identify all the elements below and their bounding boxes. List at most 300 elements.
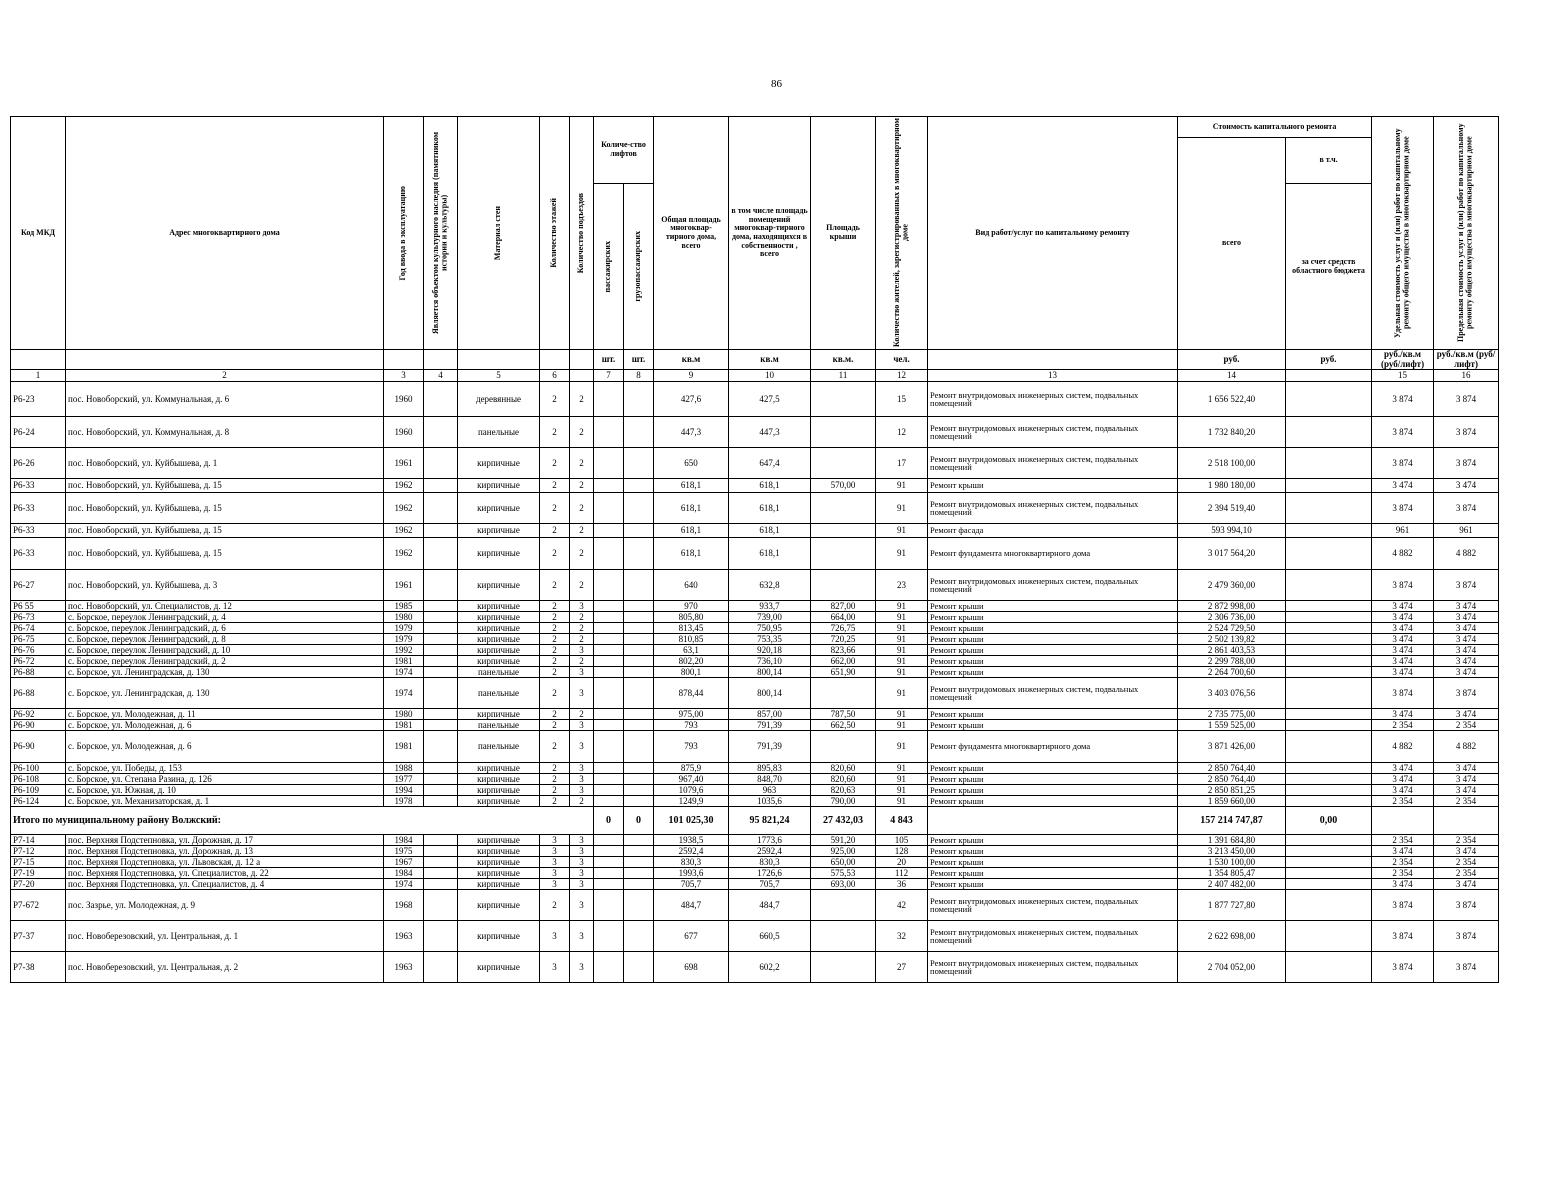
cell-lc	[624, 796, 654, 807]
cell-year: 1963	[384, 952, 424, 983]
cell-code: Р6-90	[11, 720, 66, 731]
cell-code: Р6-33	[11, 479, 66, 493]
header-floors: Количество этажей	[540, 117, 570, 350]
cell-lp	[594, 479, 624, 493]
cell-roof-area: 787,50	[811, 709, 876, 720]
header-max-cost: Предельная стоимость услуг и (или) работ по капитальному ремонту общего имущества в многоквартирном доме	[1434, 117, 1499, 350]
cell-heritage	[424, 656, 458, 667]
cell-year: 1974	[384, 879, 424, 890]
cell-heritage	[424, 952, 458, 983]
cell-work: Ремонт внутридомовых инженерных систем, подвальных помещений	[928, 417, 1178, 448]
cell-floors: 2	[540, 785, 570, 796]
cell-roof-area: 693,00	[811, 879, 876, 890]
cell-regional	[1286, 785, 1372, 796]
cell-residents: 91	[876, 720, 928, 731]
cell-total-area: 63,1	[654, 645, 729, 656]
cell-work: Ремонт крыши	[928, 774, 1178, 785]
cell-wall: кирпичные	[458, 846, 540, 857]
cell-work: Ремонт крыши	[928, 763, 1178, 774]
cell-address: пос. Новоборский, ул. Специалистов, д. 12	[66, 601, 384, 612]
cell-floors: 2	[540, 709, 570, 720]
cell-total-area: 1079,6	[654, 785, 729, 796]
cell-lp	[594, 720, 624, 731]
cell-total-area: 618,1	[654, 493, 729, 524]
table-row	[11, 857, 1539, 868]
cell-wall: деревянные	[458, 382, 540, 417]
cell-lp	[594, 448, 624, 479]
cell-roof-area	[811, 570, 876, 601]
cell-lp	[594, 656, 624, 667]
cell-residents: 91	[876, 645, 928, 656]
cell-wall: кирпичные	[458, 921, 540, 952]
cell-wall: кирпичные	[458, 612, 540, 623]
cell-total-area: 650	[654, 448, 729, 479]
cell-owned-area: 933,7	[729, 601, 811, 612]
cell-unit: 3 474	[1372, 846, 1434, 857]
cell-entrances: 3	[570, 952, 594, 983]
cell-lp	[594, 879, 624, 890]
cell-lc	[624, 623, 654, 634]
cell-residents: 91	[876, 678, 928, 709]
cell-floors: 3	[540, 835, 570, 846]
cell-entrances: 3	[570, 921, 594, 952]
cell-year: 1979	[384, 623, 424, 634]
table-row	[11, 731, 1539, 763]
cell-work: Ремонт фундамента многоквартирного дома	[928, 731, 1178, 763]
cell-code: Р7-672	[11, 890, 66, 921]
cell-floors: 2	[540, 601, 570, 612]
cell-heritage	[424, 879, 458, 890]
cell-max: 3 474	[1434, 763, 1499, 774]
cell-floors: 2	[540, 763, 570, 774]
cell-cost: 3 017 564,20	[1178, 538, 1286, 570]
cell-unit: 3 474	[1372, 709, 1434, 720]
cell-heritage	[424, 774, 458, 785]
cell-lc	[624, 890, 654, 921]
cell-residents: 112	[876, 868, 928, 879]
cell-code: Р6-109	[11, 785, 66, 796]
cell-residents: 17	[876, 448, 928, 479]
cell-owned-area: 647,4	[729, 448, 811, 479]
cell-roof-area: 570,00	[811, 479, 876, 493]
cell-regional	[1286, 835, 1372, 846]
cell-roof-area: 726,75	[811, 623, 876, 634]
cell-owned-area: 427,5	[729, 382, 811, 417]
cell-roof-area: 664,00	[811, 612, 876, 623]
cell-floors: 2	[540, 524, 570, 538]
cell-unit: 3 874	[1372, 952, 1434, 983]
cell-max: 3 874	[1434, 448, 1499, 479]
cell-cost: 2 524 729,50	[1178, 623, 1286, 634]
cell-floors: 2	[540, 774, 570, 785]
cell-residents: 42	[876, 890, 928, 921]
cell-regional	[1286, 612, 1372, 623]
cell-entrances: 3	[570, 678, 594, 709]
cell-year: 1977	[384, 774, 424, 785]
cell-owned-area: 791,39	[729, 731, 811, 763]
cell-work: Ремонт крыши	[928, 601, 1178, 612]
cell-wall: кирпичные	[458, 601, 540, 612]
header-cost-regional: за счет средств областного бюджета	[1286, 184, 1372, 350]
cell-cost: 1 877 727,80	[1178, 890, 1286, 921]
cell-heritage	[424, 634, 458, 645]
cell-max: 3 474	[1434, 601, 1499, 612]
cell-floors: 2	[540, 720, 570, 731]
cell-code: Р6-24	[11, 417, 66, 448]
cell-address: пос. Верхняя Подстепновка, ул. Специалистов, д. 22	[66, 868, 384, 879]
cell-unit: 2 354	[1372, 720, 1434, 731]
cell-total-area: 698	[654, 952, 729, 983]
capital-repair-table	[10, 116, 1538, 983]
cell-total-area: 640	[654, 570, 729, 601]
cell-regional	[1286, 623, 1372, 634]
cell-floors: 2	[540, 796, 570, 807]
cell-lc	[624, 835, 654, 846]
cell-year: 1984	[384, 835, 424, 846]
cell-heritage	[424, 796, 458, 807]
cell-year: 1975	[384, 846, 424, 857]
cell-total-area: 875,9	[654, 763, 729, 774]
cell-lc	[624, 785, 654, 796]
cell-unit: 3 874	[1372, 678, 1434, 709]
cell-cost: 2 850 851,25	[1178, 785, 1286, 796]
cell-residents: 36	[876, 879, 928, 890]
header-cost: Стоимость капитального ремонта	[1178, 117, 1372, 138]
cell-roof-area	[811, 678, 876, 709]
cell-max: 2 354	[1434, 835, 1499, 846]
cell-entrances: 2	[570, 479, 594, 493]
cell-heritage	[424, 785, 458, 796]
table-row	[11, 570, 1539, 601]
header-address: Адрес многоквартирного дома	[66, 117, 384, 350]
table-row	[11, 846, 1539, 857]
cell-residents: 91	[876, 479, 928, 493]
cell-entrances: 3	[570, 785, 594, 796]
table-row	[11, 835, 1539, 846]
cell-lc	[624, 731, 654, 763]
cell-lp	[594, 524, 624, 538]
cell-roof-area: 575,53	[811, 868, 876, 879]
cell-unit: 4 882	[1372, 538, 1434, 570]
header-residents: Количество жителей, зарегистрированных в многоквартирном доме	[876, 117, 928, 350]
cell-floors: 2	[540, 890, 570, 921]
cell-total-area: 677	[654, 921, 729, 952]
cell-max: 3 474	[1434, 479, 1499, 493]
cell-unit: 4 882	[1372, 731, 1434, 763]
cell-lc	[624, 857, 654, 868]
cell-wall: кирпичные	[458, 763, 540, 774]
cell-wall: кирпичные	[458, 785, 540, 796]
cell-code: Р6-100	[11, 763, 66, 774]
cell-entrances: 3	[570, 879, 594, 890]
cell-wall: панельные	[458, 678, 540, 709]
cell-lc	[624, 493, 654, 524]
cell-regional	[1286, 731, 1372, 763]
cell-floors: 2	[540, 417, 570, 448]
cell-address: пос. Новоборский, ул. Куйбышева, д. 15	[66, 524, 384, 538]
cell-regional	[1286, 720, 1372, 731]
cell-work: Ремонт внутридомовых инженерных систем, подвальных помещений	[928, 382, 1178, 417]
cell-wall: кирпичные	[458, 774, 540, 785]
cell-lp	[594, 774, 624, 785]
cell-total-area: 830,3	[654, 857, 729, 868]
cell-wall: кирпичные	[458, 835, 540, 846]
units-row: шт. шт. кв.м кв.м кв.м. чел. руб. руб. руб./кв.м (руб/лифт) руб./кв.м (руб/лифт)	[11, 350, 1539, 370]
cell-floors: 3	[540, 952, 570, 983]
cell-residents: 32	[876, 921, 928, 952]
cell-work: Ремонт внутридомовых инженерных систем, подвальных помещений	[928, 493, 1178, 524]
cell-code: Р6-33	[11, 493, 66, 524]
cell-heritage	[424, 667, 458, 678]
cell-floors: 2	[540, 656, 570, 667]
cell-roof-area	[811, 417, 876, 448]
cell-residents: 91	[876, 656, 928, 667]
cell-residents: 91	[876, 623, 928, 634]
cell-work: Ремонт крыши	[928, 634, 1178, 645]
table-row	[11, 879, 1539, 890]
cell-unit: 3 474	[1372, 667, 1434, 678]
cell-work: Ремонт крыши	[928, 656, 1178, 667]
cell-lp	[594, 417, 624, 448]
cell-heritage	[424, 868, 458, 879]
cell-owned-area: 800,14	[729, 678, 811, 709]
cell-lc	[624, 667, 654, 678]
cell-roof-area: 651,90	[811, 667, 876, 678]
cell-total-area: 800,1	[654, 667, 729, 678]
cell-address: пос. Новоборский, ул. Коммунальная, д. 8	[66, 417, 384, 448]
header-owned-area: в том числе площадь помещений многоквар-тирного дома, находящихся в собственности , всего	[729, 117, 811, 350]
cell-entrances: 2	[570, 524, 594, 538]
cell-lc	[624, 720, 654, 731]
cell-cost: 2 407 482,00	[1178, 879, 1286, 890]
cell-address: пос. Новоборский, ул. Коммунальная, д. 6	[66, 382, 384, 417]
cell-regional	[1286, 868, 1372, 879]
cell-entrances: 2	[570, 448, 594, 479]
cell-lp	[594, 709, 624, 720]
cell-heritage	[424, 921, 458, 952]
cell-residents: 91	[876, 785, 928, 796]
cell-residents: 105	[876, 835, 928, 846]
cell-heritage	[424, 479, 458, 493]
table-row	[11, 623, 1539, 634]
cell-entrances: 2	[570, 634, 594, 645]
cell-lc	[624, 921, 654, 952]
cell-max: 3 474	[1434, 785, 1499, 796]
cell-lc	[624, 868, 654, 879]
cell-cost: 2 735 775,00	[1178, 709, 1286, 720]
cell-roof-area	[811, 524, 876, 538]
cell-year: 1994	[384, 785, 424, 796]
cell-floors: 2	[540, 493, 570, 524]
table-row	[11, 763, 1539, 774]
cell-lp	[594, 796, 624, 807]
cell-owned-area: 618,1	[729, 479, 811, 493]
table-row	[11, 796, 1539, 807]
cell-owned-area: 1773,6	[729, 835, 811, 846]
cell-address: с. Борское, ул. Южная, д. 10	[66, 785, 384, 796]
cell-address: с. Борское, ул. Ленинградская, д. 130	[66, 678, 384, 709]
cell-work: Ремонт внутридомовых инженерных систем, подвальных помещений	[928, 678, 1178, 709]
cell-code: Р6 55	[11, 601, 66, 612]
cell-max: 961	[1434, 524, 1499, 538]
cell-total-area: 967,40	[654, 774, 729, 785]
cell-owned-area: 920,18	[729, 645, 811, 656]
cell-max: 3 474	[1434, 709, 1499, 720]
cell-lp	[594, 785, 624, 796]
cell-heritage	[424, 857, 458, 868]
cell-work: Ремонт крыши	[928, 623, 1178, 634]
table-row	[11, 890, 1539, 921]
table-row	[11, 921, 1539, 952]
cell-residents: 91	[876, 774, 928, 785]
cell-floors: 3	[540, 857, 570, 868]
cell-max: 4 882	[1434, 538, 1499, 570]
cell-lc	[624, 601, 654, 612]
cell-owned-area: 618,1	[729, 538, 811, 570]
cell-roof-area	[811, 921, 876, 952]
cell-roof-area	[811, 382, 876, 417]
cell-unit: 3 474	[1372, 612, 1434, 623]
cell-year: 1967	[384, 857, 424, 868]
cell-entrances: 2	[570, 709, 594, 720]
cell-cost: 2 850 764,40	[1178, 763, 1286, 774]
cell-cost: 2 704 052,00	[1178, 952, 1286, 983]
cell-total-area: 1993,6	[654, 868, 729, 879]
cell-work: Ремонт фундамента многоквартирного дома	[928, 538, 1178, 570]
cell-roof-area: 820,63	[811, 785, 876, 796]
table-row	[11, 524, 1539, 538]
cell-total-area: 1249,9	[654, 796, 729, 807]
cell-regional	[1286, 448, 1372, 479]
cell-cost: 1 859 660,00	[1178, 796, 1286, 807]
cell-address: с. Борское, ул. Молодежная, д. 6	[66, 731, 384, 763]
cell-year: 1988	[384, 763, 424, 774]
cell-lc	[624, 656, 654, 667]
cell-address: с. Борское, переулок Ленинградский, д. 10	[66, 645, 384, 656]
table-row	[11, 667, 1539, 678]
cell-unit: 3 474	[1372, 623, 1434, 634]
cell-year: 1979	[384, 634, 424, 645]
cell-floors: 3	[540, 868, 570, 879]
cell-year: 1981	[384, 656, 424, 667]
cell-code: Р7-20	[11, 879, 66, 890]
cell-work: Ремонт внутридомовых инженерных систем, подвальных помещений	[928, 921, 1178, 952]
cell-unit: 3 474	[1372, 774, 1434, 785]
cell-residents: 20	[876, 857, 928, 868]
cell-wall: кирпичные	[458, 645, 540, 656]
cell-lp	[594, 645, 624, 656]
header-lifts-cargo: грузопассажирских	[624, 184, 654, 350]
cell-total-area: 975,00	[654, 709, 729, 720]
cell-total-area: 618,1	[654, 524, 729, 538]
cell-max: 3 874	[1434, 570, 1499, 601]
cell-wall: панельные	[458, 667, 540, 678]
cell-total-area: 793	[654, 720, 729, 731]
cell-residents: 91	[876, 796, 928, 807]
cell-address: с. Борское, ул. Молодежная, д. 11	[66, 709, 384, 720]
cell-roof-area: 662,00	[811, 656, 876, 667]
cell-year: 1978	[384, 796, 424, 807]
cell-unit: 3 474	[1372, 763, 1434, 774]
cell-address: с. Борское, переулок Ленинградский, д. 4	[66, 612, 384, 623]
cell-address: пос. Новоборский, ул. Куйбышева, д. 15	[66, 538, 384, 570]
cell-code: Р7-37	[11, 921, 66, 952]
cell-floors: 3	[540, 879, 570, 890]
cell-year: 1980	[384, 612, 424, 623]
cell-max: 3 474	[1434, 656, 1499, 667]
cell-max: 3 474	[1434, 774, 1499, 785]
cell-cost: 2 872 998,00	[1178, 601, 1286, 612]
cell-address: с. Борское, ул. Механизаторская, д. 1	[66, 796, 384, 807]
header-code: Код МКД	[11, 117, 66, 350]
cell-regional	[1286, 656, 1372, 667]
cell-work: Ремонт крыши	[928, 868, 1178, 879]
cell-code: Р6-23	[11, 382, 66, 417]
cell-year: 1962	[384, 538, 424, 570]
cell-unit: 3 474	[1372, 656, 1434, 667]
cell-heritage	[424, 835, 458, 846]
cell-roof-area	[811, 448, 876, 479]
cell-year: 1985	[384, 601, 424, 612]
cell-cost: 2 299 788,00	[1178, 656, 1286, 667]
cell-entrances: 3	[570, 731, 594, 763]
cell-address: с. Борское, переулок Ленинградский, д. 2	[66, 656, 384, 667]
cell-heritage	[424, 448, 458, 479]
cell-lc	[624, 417, 654, 448]
cell-total-area: 484,7	[654, 890, 729, 921]
cell-total-area: 447,3	[654, 417, 729, 448]
cell-floors: 2	[540, 612, 570, 623]
header-wall: Материал стен	[458, 117, 540, 350]
cell-max: 3 874	[1434, 952, 1499, 983]
cell-lp	[594, 538, 624, 570]
cell-wall: кирпичные	[458, 623, 540, 634]
cell-work: Ремонт внутридомовых инженерных систем, подвальных помещений	[928, 448, 1178, 479]
cell-floors: 2	[540, 623, 570, 634]
cell-lp	[594, 846, 624, 857]
cell-lp	[594, 868, 624, 879]
cell-max: 3 474	[1434, 879, 1499, 890]
cell-total-area: 793	[654, 731, 729, 763]
cell-year: 1962	[384, 493, 424, 524]
cell-address: пос. Новоборский, ул. Куйбышева, д. 15	[66, 493, 384, 524]
table-row	[11, 656, 1539, 667]
cell-unit: 3 474	[1372, 479, 1434, 493]
cell-residents: 91	[876, 667, 928, 678]
cell-unit: 3 874	[1372, 382, 1434, 417]
cell-lp	[594, 857, 624, 868]
cell-owned-area: 705,7	[729, 879, 811, 890]
cell-residents: 91	[876, 731, 928, 763]
cell-unit: 3 474	[1372, 601, 1434, 612]
cell-regional	[1286, 796, 1372, 807]
cell-lc	[624, 709, 654, 720]
cell-heritage	[424, 846, 458, 857]
cell-lc	[624, 570, 654, 601]
cell-heritage	[424, 538, 458, 570]
cell-lp	[594, 835, 624, 846]
cell-regional	[1286, 857, 1372, 868]
cell-lc	[624, 846, 654, 857]
cell-entrances: 3	[570, 846, 594, 857]
cell-residents: 27	[876, 952, 928, 983]
header-entrances: Количество подъездов	[570, 117, 594, 350]
cell-cost: 2 306 736,00	[1178, 612, 1286, 623]
cell-wall: кирпичные	[458, 709, 540, 720]
cell-max: 3 874	[1434, 678, 1499, 709]
table-row	[11, 634, 1539, 645]
cell-lc	[624, 879, 654, 890]
